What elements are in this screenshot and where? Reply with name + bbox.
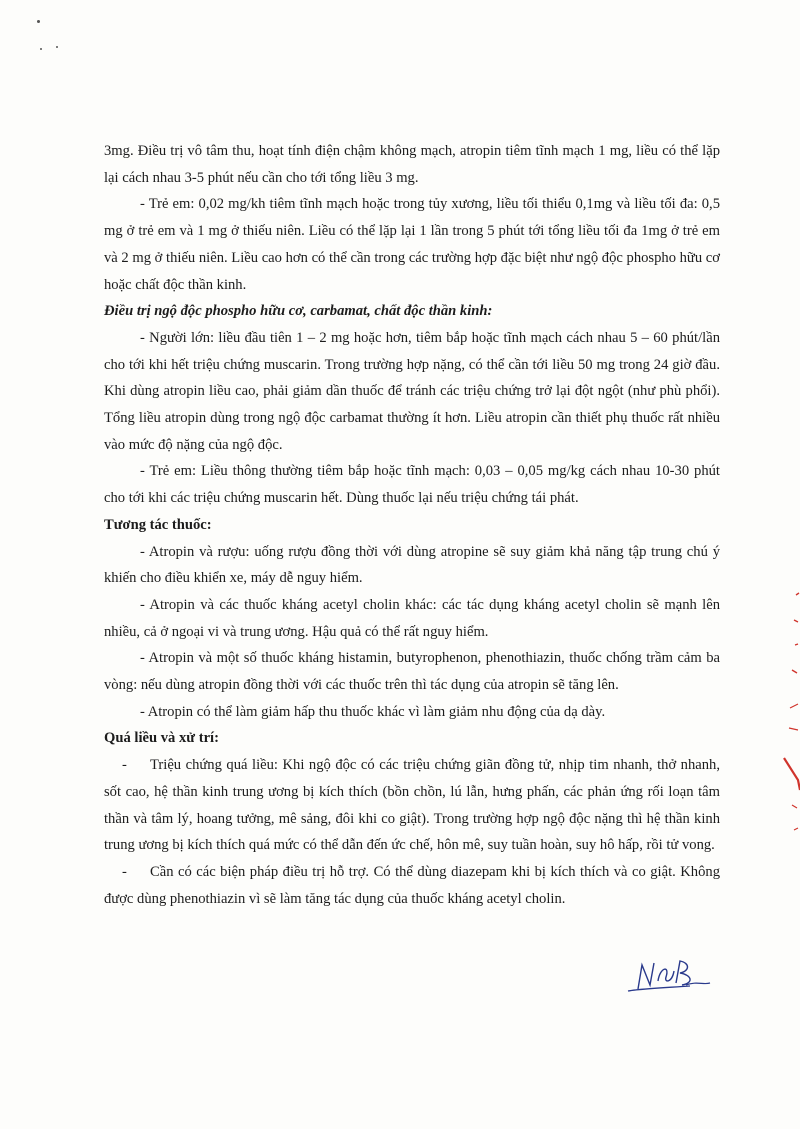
list-item: [104, 859, 720, 912]
list-dash: -: [122, 863, 127, 880]
handwritten-signature-icon: [620, 955, 715, 1000]
list-item-text: Triệu chứng quá liều: Khi ngộ độc có các triệu chứng giãn đồng tử, nhịp tim nhanh, thở nhanh, sốt cao, hệ thần kinh trung ương bị kích thích (bồn chồn, lú lẫn, hưng phấn, các phản ứng rối loạn tâm thần và tâm lý, hoang tưởng, mê sảng, đôi khi co giật). Trong trường hợp ngộ độc nặng thì hệ thần kinh trung ương bị kích thích quá mức có thể dẫn đến ức chế, hôn mê, suy tuần hoàn, suy hô hấp, rồi tử vong.: [104, 757, 720, 854]
margin-stamp-icon: [780, 590, 800, 850]
paragraph: 3mg. Điều trị vô tâm thu, hoạt tính điện chậm không mạch, atropin tiêm tĩnh mạch 1 mg, liều có thể lặp lại cách nhau 3-5 phút nếu cần cho tới tổng liều 3 mg.: [104, 143, 720, 186]
list-item-text: Cần có các biện pháp điều trị hỗ trợ. Có thể dùng diazepam khi bị kích thích và co giật. Không được dùng phenothiazin vì sẽ làm tăng tác dụng của thuốc kháng acetyl cholin.: [104, 863, 720, 907]
list-item: [104, 752, 720, 859]
section-heading: Điều trị ngộ độc phospho hữu cơ, carbamat, chất độc thần kinh:: [104, 303, 493, 320]
paragraph: - Atropin và các thuốc kháng acetyl cholin khác: các tác dụng kháng acetyl cholin sẽ mạnh lên nhiều, cả ở ngoại vi và trung ương. Hậu quả có thể rất nguy hiểm.: [104, 596, 720, 640]
paragraph: - Trẻ em: Liều thông thường tiêm bắp hoặc tĩnh mạch: 0,03 – 0,05 mg/kg cách nhau 10-30 phút cho tới khi các triệu chứng muscarin hết. Dùng thuốc lại nếu triệu chứng tái phát.: [104, 463, 720, 507]
document-body: [104, 138, 720, 912]
paragraph: - Người lớn: liều đầu tiên 1 – 2 mg hoặc hơn, tiêm bắp hoặc tĩnh mạch cách nhau 5 – 60 phút/lần cho tới khi hết triệu chứng muscarin. Trong trường hợp nặng, có thể cần tới liều 50 mg trong 24 giờ đầu. Khi dùng atropin liều cao, phải giảm dần thuốc để tránh các triệu chứng trở lại đột ngột (như phù phổi). Tổng liều atropin dùng trong ngộ độc carbamat thường ít hơn. Liều atropin cần thiết phụ thuốc rất nhiều vào mức độ nặng của ngộ độc.: [104, 329, 720, 453]
section-heading: Tương tác thuốc:: [104, 516, 212, 533]
paragraph: - Atropin và rượu: uống rượu đồng thời với dùng atropine sẽ suy giảm khả năng tập trung chú ý khiến cho điều khiển xe, máy dễ nguy hiểm.: [104, 543, 720, 587]
list-dash: -: [122, 757, 127, 774]
scan-speck: [56, 46, 58, 48]
paragraph: - Atropin và một số thuốc kháng histamin, butyrophenon, phenothiazin, thuốc chống trầm cảm ba vòng: nếu dùng atropin đồng thời với các thuốc trên thì tác dụng của atropin sẽ tăng lên.: [104, 650, 720, 694]
section-heading: Quá liều và xử trí:: [104, 730, 219, 747]
paragraph: - Trẻ em: 0,02 mg/kh tiêm tĩnh mạch hoặc trong tủy xương, liều tối thiểu 0,1mg và liều tối đa: 0,5 mg ở trẻ em và 1 mg ở thiếu niên. Liều có thể lặp lại 1 lần trong 5 phút tới tổng liều tối đa 1mg ở trẻ em và 2 mg ở thiếu niên. Liều cao hơn có thể cần trong các trường hợp đặc biệt như ngộ độc phospho hữu cơ hoặc chất độc thần kinh.: [104, 196, 720, 293]
paragraph: - Atropin có thể làm giảm hấp thu thuốc khác vì làm giảm nhu động của dạ dày.: [140, 703, 606, 720]
scan-speck: [40, 48, 42, 50]
scan-speck: [37, 20, 40, 23]
